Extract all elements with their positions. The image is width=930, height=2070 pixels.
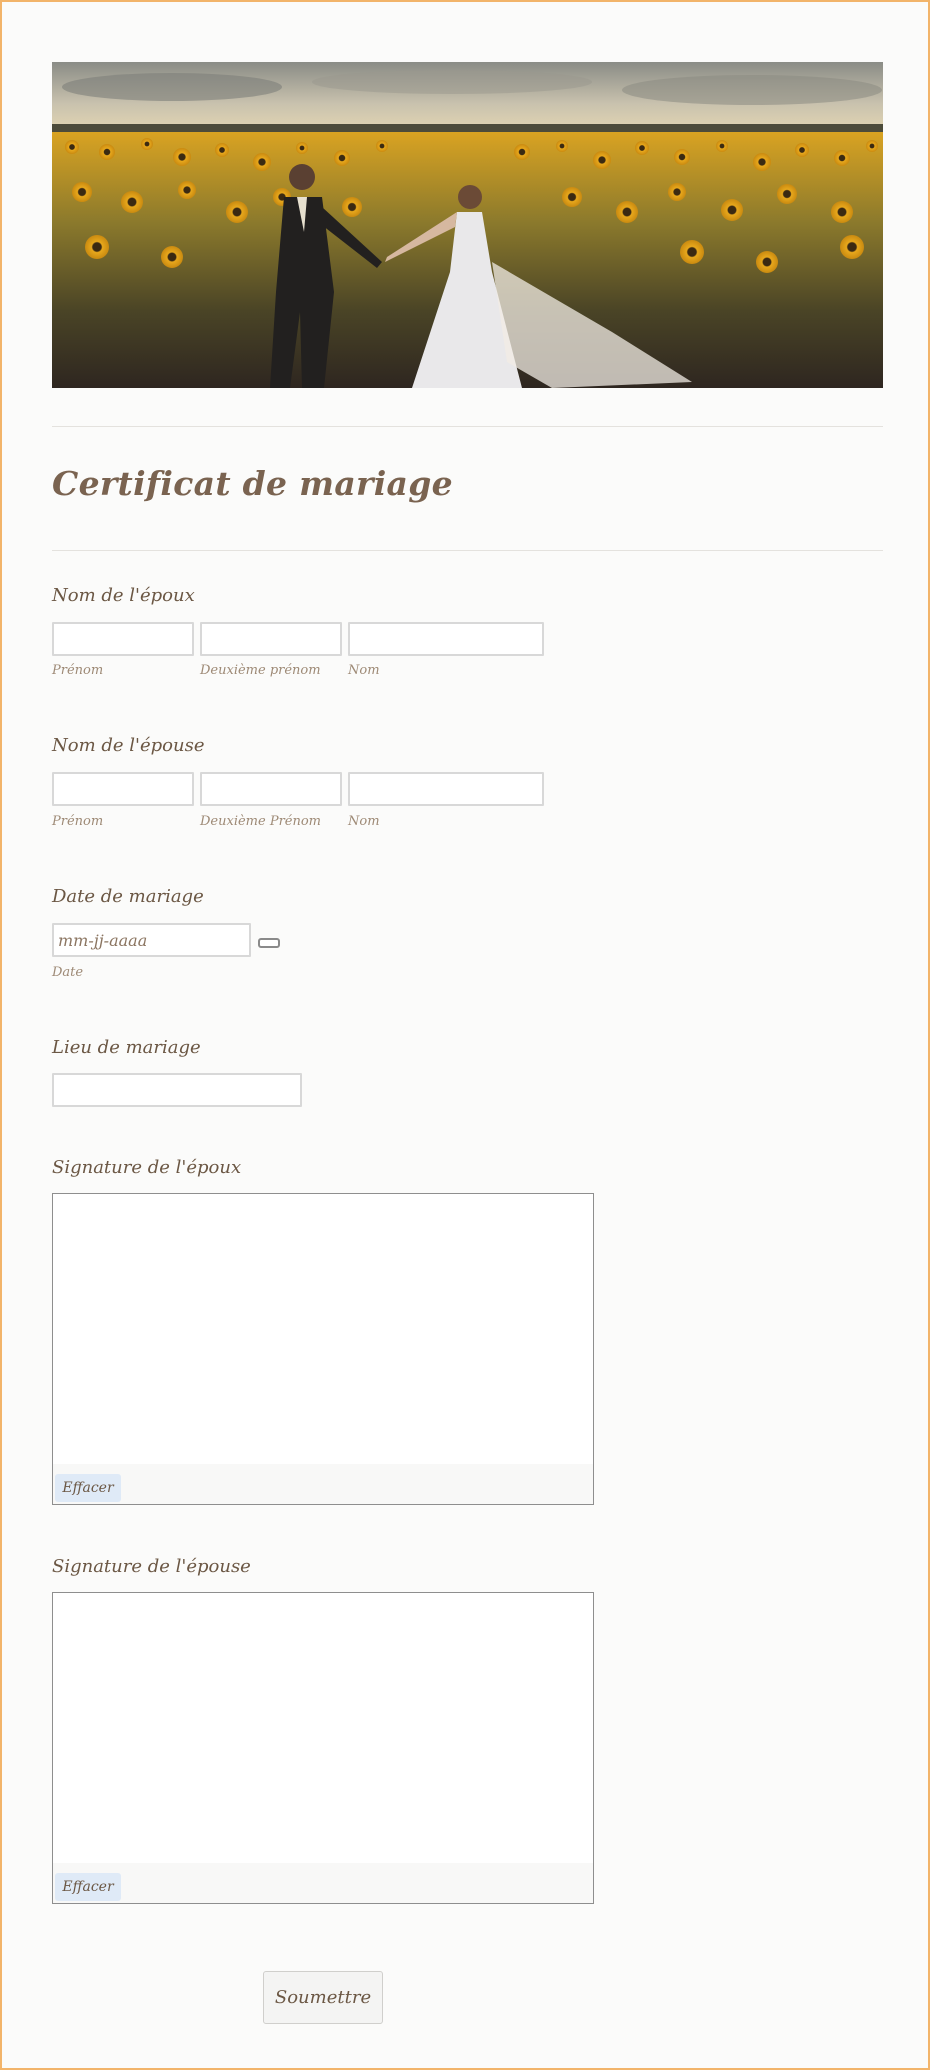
- groom-name-label: Nom de l'époux: [52, 585, 195, 606]
- bride-signature-clear-button[interactable]: Effacer: [55, 1873, 121, 1901]
- bride-first-name-sublabel: Prénom: [52, 814, 104, 829]
- groom-first-name-sublabel: Prénom: [52, 663, 104, 678]
- bride-first-name-input[interactable]: [52, 772, 194, 806]
- bride-signature-footer: [53, 1863, 593, 1903]
- wedding-place-label: Lieu de mariage: [52, 1037, 201, 1058]
- groom-signature-clear-button[interactable]: Effacer: [55, 1474, 121, 1502]
- bride-signature-pad[interactable]: [52, 1592, 594, 1904]
- bride-name-label: Nom de l'épouse: [52, 735, 205, 756]
- wedding-date-sublabel: Date: [52, 965, 84, 980]
- bride-middle-name-input[interactable]: [200, 772, 342, 806]
- wedding-date-label: Date de mariage: [52, 886, 204, 907]
- divider-top: [52, 426, 883, 427]
- groom-last-name-sublabel: Nom: [348, 663, 380, 678]
- calendar-picker-button[interactable]: [258, 938, 280, 948]
- bride-middle-name-sublabel: Deuxième Prénom: [200, 814, 322, 829]
- groom-middle-name-input[interactable]: [200, 622, 342, 656]
- wedding-date-input[interactable]: [52, 923, 251, 957]
- bride-last-name-sublabel: Nom: [348, 814, 380, 829]
- wedding-photo: [52, 62, 883, 388]
- form-title: Certificat de mariage: [52, 464, 453, 503]
- groom-signature-pad[interactable]: [52, 1193, 594, 1505]
- groom-first-name-input[interactable]: [52, 622, 194, 656]
- groom-middle-name-sublabel: Deuxième prénom: [200, 663, 321, 678]
- groom-last-name-input[interactable]: [348, 622, 544, 656]
- header-image: [52, 62, 883, 388]
- divider-title: [52, 550, 883, 551]
- groom-signature-label: Signature de l'époux: [52, 1157, 242, 1178]
- submit-button[interactable]: Soumettre: [263, 1971, 383, 2024]
- bride-signature-label: Signature de l'épouse: [52, 1556, 251, 1577]
- wedding-place-input[interactable]: [52, 1073, 302, 1107]
- groom-signature-footer: [53, 1464, 593, 1504]
- bride-last-name-input[interactable]: [348, 772, 544, 806]
